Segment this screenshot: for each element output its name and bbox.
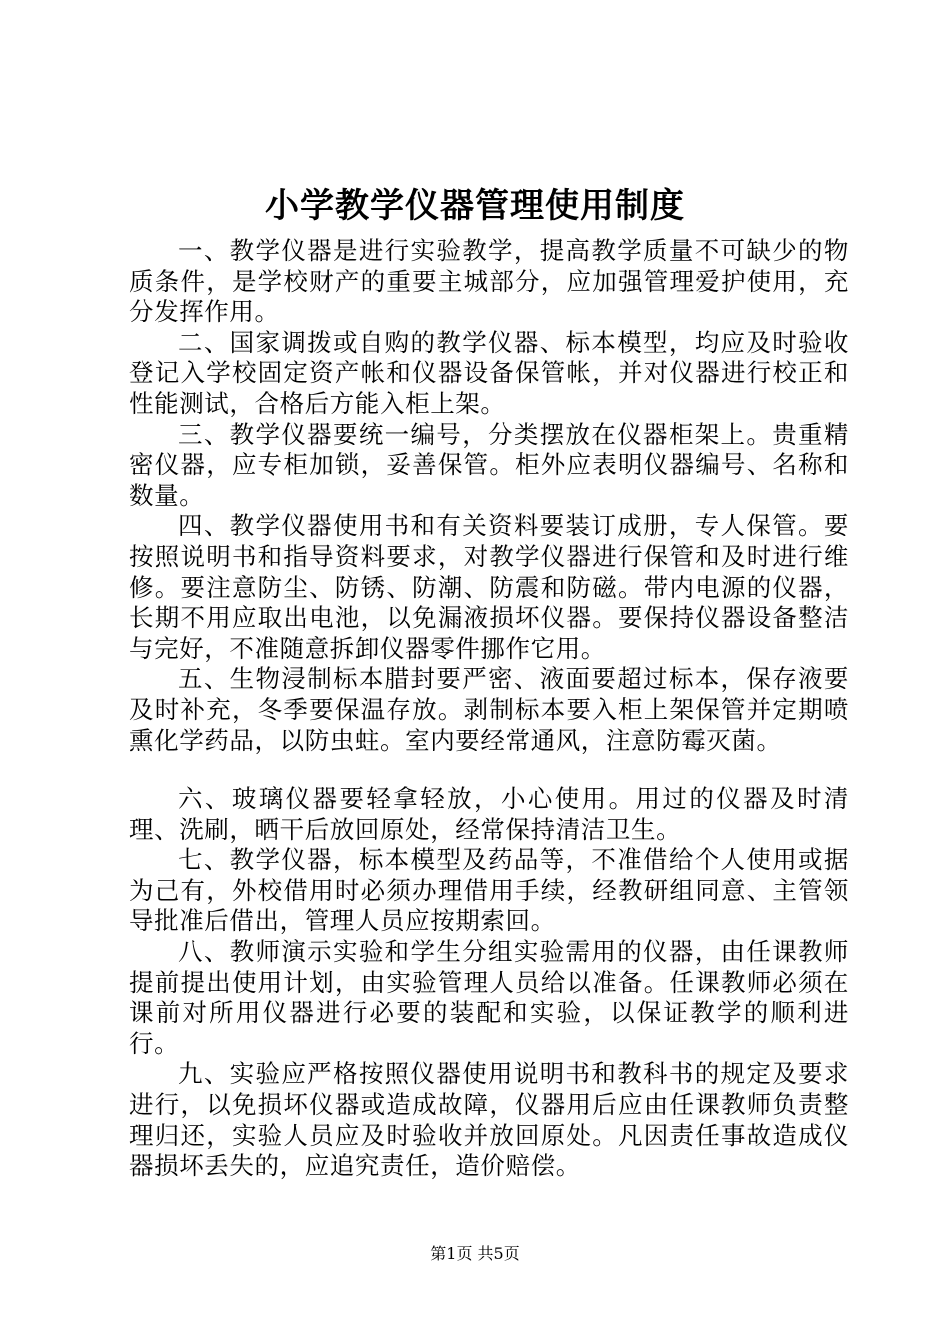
page-number-footer: 第1页 共5页: [430, 1244, 520, 1263]
document-title: 小学教学仪器管理使用制度: [265, 186, 685, 226]
paragraph-6: 六、玻璃仪器要轻拿轻放，小心使用。用过的仪器及时清理、洗刷，晒干后放回原处，经常保持清洁卫生。: [129, 784, 849, 844]
paragraph-4: 四、教学仪器使用书和有关资料要装订成册，专人保管。要按照说明书和指导资料要求，对教学仪器进行保管和及时进行维修。要注意防尘、防锈、防潮、防震和防磁。带内电源的仪器，长期不用应取出电池，以免漏液损坏仪器。要保持仪器设备整洁与完好，不准随意拆卸仪器零件挪作它用。: [129, 511, 849, 663]
paragraph-8: 八、教师演示实验和学生分组实验需用的仪器，由任课教师提前提出使用计划，由实验管理人员给以准备。任课教师必须在课前对所用仪器进行必要的装配和实验，以保证教学的顺利进行。: [129, 937, 849, 1058]
paragraph-1: 一、教学仪器是进行实验教学，提高教学质量不可缺少的物质条件，是学校财产的重要主城部分，应加强管理爱护使用，充分发挥作用。: [129, 236, 849, 327]
document-body: [129, 236, 849, 1182]
paragraph-3: 三、教学仪器要统一编号，分类摆放在仪器柜架上。贵重精密仪器，应专柜加锁，妥善保管。柜外应表明仪器编号、名称和数量。: [129, 419, 849, 510]
paragraph-5: 五、生物浸制标本腊封要严密、液面要超过标本，保存液要及时补充，冬季要保温存放。剥制标本要入柜上架保管并定期喷熏化学药品，以防虫蛀。室内要经常通风，注意防霉灭菌。: [129, 664, 849, 755]
paragraph-2: 二、国家调拨或自购的教学仪器、标本模型，均应及时验收登记入学校固定资产帐和仪器设备保管帐，并对仪器进行校正和性能测试，合格后方能入柜上架。: [129, 327, 849, 418]
paragraph-9: 九、实验应严格按照仪器使用说明书和教科书的规定及要求进行，以免损坏仪器或造成故障，仪器用后应由任课教师负责整理归还，实验人员应及时验收并放回原处。凡因责任事故造成仪器损坏丢失的，应追究责任，造价赔偿。: [129, 1059, 849, 1181]
paragraph-7: 七、教学仪器，标本模型及药品等，不准借给个人使用或据为己有，外校借用时必须办理借用手续，经教研组同意、主管领导批准后借出，管理人员应按期索回。: [129, 845, 849, 936]
